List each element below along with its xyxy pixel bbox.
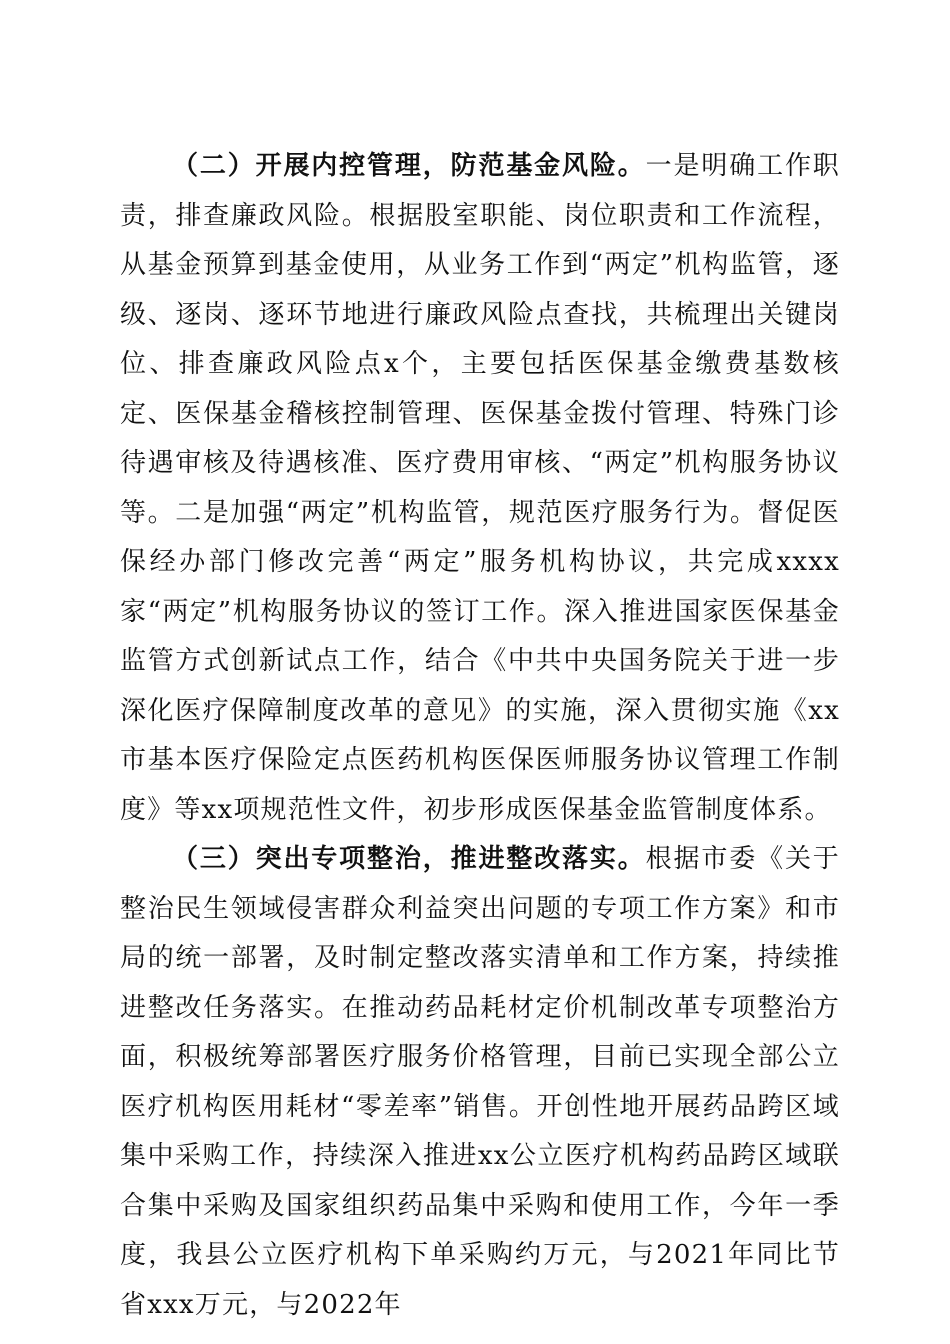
paragraph-internal-control xyxy=(120,142,840,835)
paragraph-text: 根据市委《关于整治民生领域侵害群众利益突出问题的专项工作方案》和市局的统一部署，及时制定整改落实清单和工作方案，持续推进整改任务落实。在推动药品耗材定价机制改革专项整治方面，积极统筹部署医疗服务价格管理，目前已实现全部公立医疗机构医用耗材“零差率”销售。开创性地开展药品跨区域集中采购工作，持续深入推进xx公立医疗机构药品跨区域联合集中采购及国家组织药品集中采购和使用工作，今年一季度，我县公立医疗机构下单采购约万元，与2021年同比节省xxx万元，与2022年 xyxy=(120,844,841,1320)
document-body xyxy=(120,142,840,1330)
paragraph-special-rectification xyxy=(120,835,840,1330)
paragraph-text: 一是明确工作职责，排查廉政风险。根据股室职能、岗位职责和工作流程，从基金预算到基金使用，从业务工作到“两定”机构监管，逐级、逐岗、逐环节地进行廉政风险点查找，共梳理出关键岗位、排查廉政风险点x个，主要包括医保基金缴费基数核定、医保基金稽核控制管理、医保基金拨付管理、特殊门诊待遇审核及待遇核准、医疗费用审核、“两定”机构服务协议等。二是加强“两定”机构监管，规范医疗服务行为。督促医保经办部门修改完善“两定”服务机构协议，共完成xxxx家“两定”机构服务协议的签订工作。深入推进国家医保基金监管方式创新试点工作，结合《中共中央国务院关于进一步深化医疗保障制度改革的意见》的实施，深入贯彻实施《xx市基本医疗保险定点医药机构医保医师服务协议管理工作制度》等xx项规范性文件，初步形成医保基金监管制度体系。 xyxy=(120,151,841,825)
paragraph-heading: （三）突出专项整治，推进整改落实。 xyxy=(172,844,646,874)
paragraph-heading: （二）开展内控管理，防范基金风险。 xyxy=(172,151,646,181)
